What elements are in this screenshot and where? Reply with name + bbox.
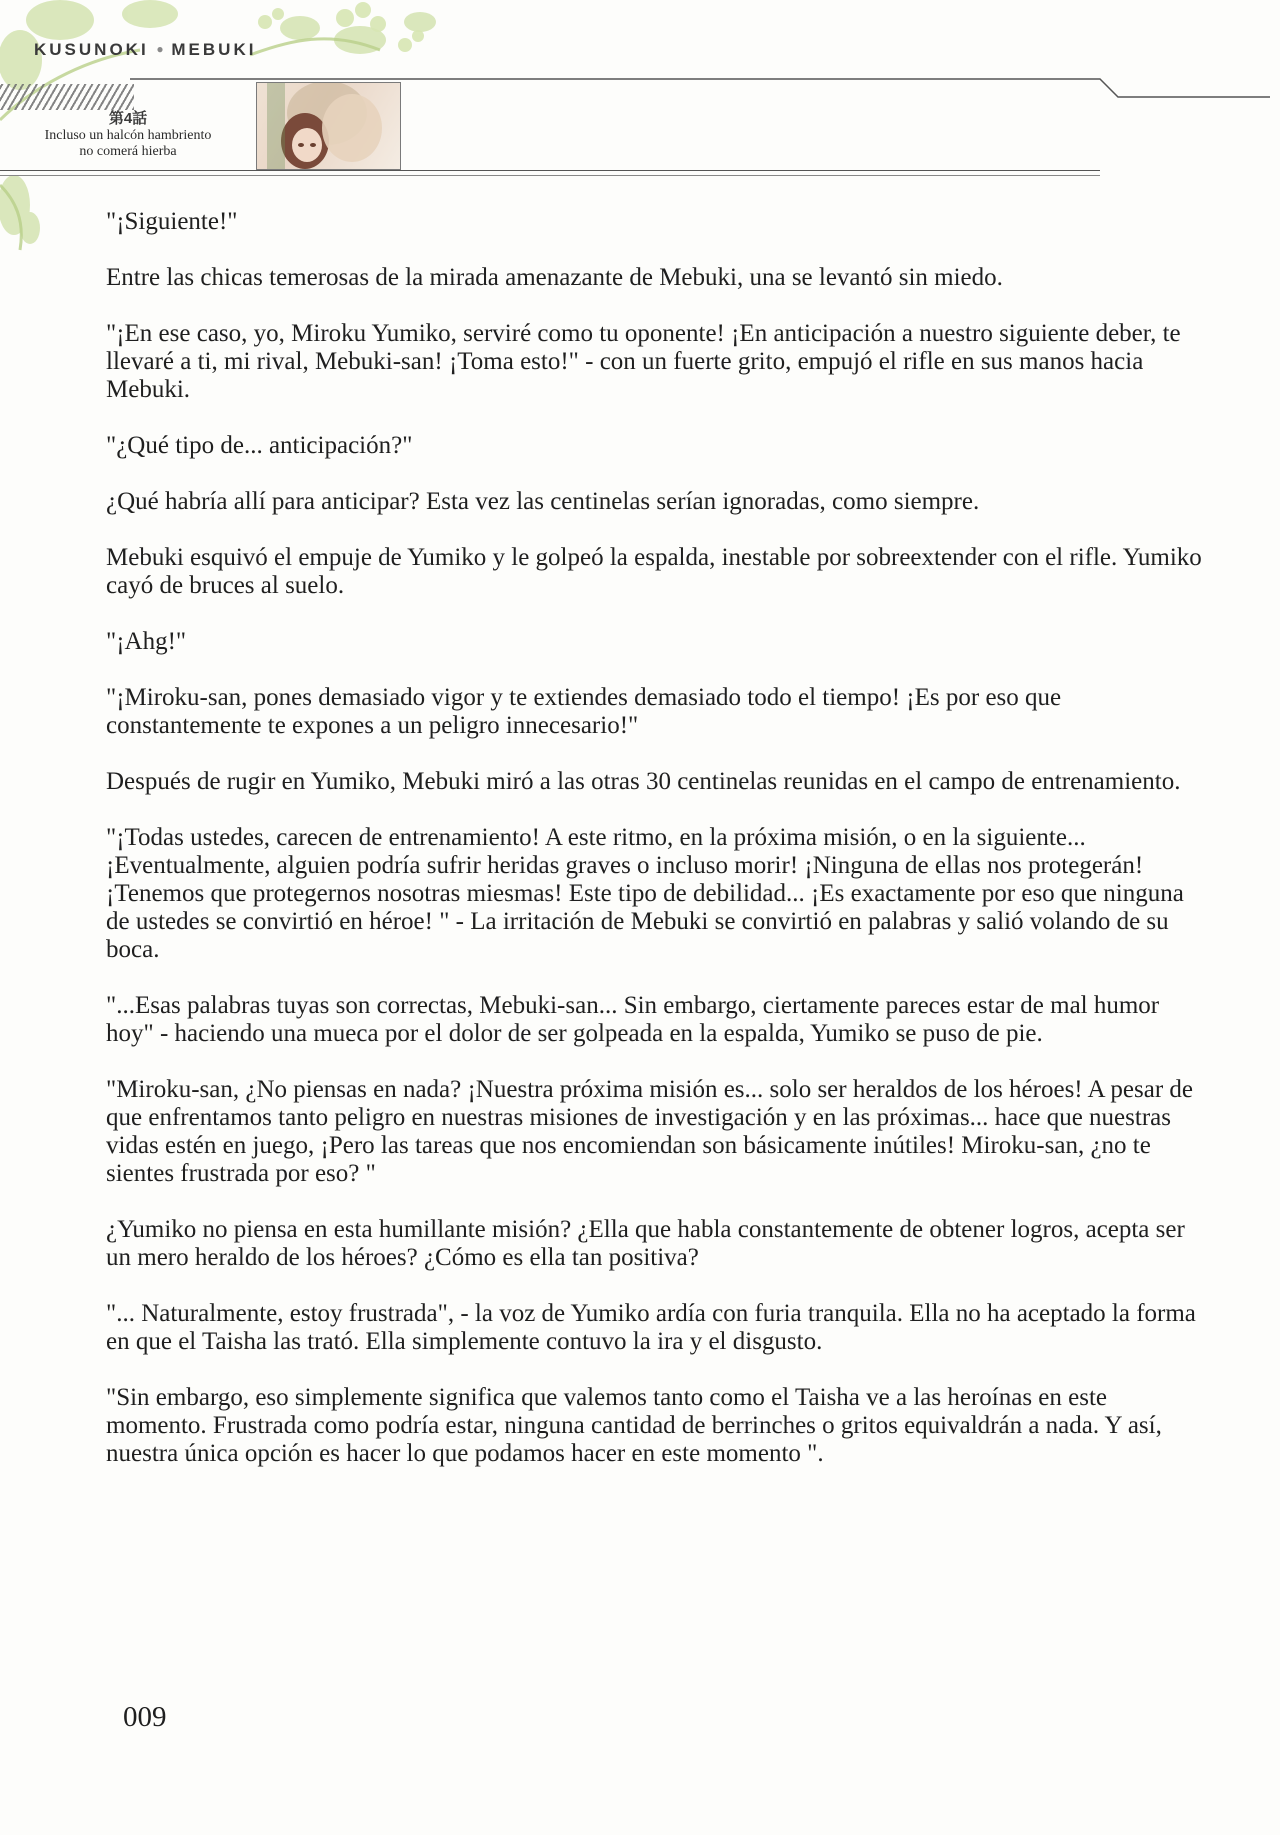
paragraph: Mebuki esquivó el empuje de Yumiko y le golpeó la espalda, inestable por sobreextender con el rifle. Yumiko cayó de bruces al suelo. [106,544,1202,599]
paragraph: "¡Miroku-san, pones demasiado vigor y te extiendes demasiado todo el tiempo! ¡Es por eso que constantemente te expones a un peligro innecesario!" [106,684,1062,739]
header-rule-bottom [0,170,1100,171]
paragraph: "¡Ahg!" [106,628,187,655]
chapter-number: 第4話 [108,110,148,127]
paragraph: "... Naturalmente, estoy frustrada", - la voz de Yumiko ardía con furia tranquila. Ella no ha aceptado la forma en que el Taisha las trató. Ella simplemente contuvo la ira y el disgusto. [106,1300,1196,1355]
chapter-subtitle-line2: no comerá hierba [79,144,177,159]
paragraph: "¡Siguiente!" [106,208,238,235]
header-rule-slant [0,0,1280,110]
paragraph: "Miroku-san, ¿No piensas en nada? ¡Nuestra próxima misión es... solo ser heraldos de los héroes! A pesar de que enfrentamos tanto peligro en nuestras misiones de investigación y en las próximas... hace que nuestras vidas estén en juego, ¡Pero las tareas que nos encomiendan son básicamente inútiles! Miroku-san, ¿no te sientes frustrada por eso? " [106,1076,1194,1187]
paragraph: "¿Qué tipo de... anticipación?" [106,432,413,459]
series-title-dot-icon: ● [156,42,164,56]
body-text [106,208,1204,1496]
paragraph: ¿Qué habría allí para anticipar? Esta vez las centinelas serían ignoradas, como siempre. [106,488,980,515]
paragraph: "¡En ese caso, yo, Miroku Yumiko, serviré como tu oponente! ¡En anticipación a nuestro siguiente deber, te llevaré a ti, mi rival, Mebuki-san! ¡Toma esto!" - con un fuerte grito, empujó el rifle en sus manos hacia Mebuki. [106,320,1181,403]
paragraph: "...Esas palabras tuyas son correctas, Mebuki-san... Sin embargo, ciertamente pareces estar de mal humor hoy" - haciendo una mueca por el dolor de ser golpeada en la espalda, Yumiko se puso de pie. [106,992,1160,1047]
chapter-illustration-thumbnail [256,82,401,170]
chapter-subtitle-line1: Incluso un halcón hambriento [44,128,212,143]
paragraph: Entre las chicas temerosas de la mirada amenazante de Mebuki, una se levantó sin miedo. [106,264,1003,291]
paragraph: "¡Todas ustedes, carecen de entrenamiento! A este ritmo, en la próxima misión, o en la siguiente... ¡Eventualmente, alguien podría sufrir heridas graves o incluso morir! ¡Ninguna de ellas nos protegerán! ¡Tenemos que protegernos nosotras miesmas! Este tipo de debilidad... ¡Es exactamente por eso que ninguna de ustedes se convirtió en héroe! " - La irritación de Mebuki se convirtió en palabras y salió volando de su boca. [106,824,1184,963]
paragraph: "Sin embargo, eso simplemente significa que valemos tanto como el Taisha ve a las heroínas en este momento. Frustrada como podría estar, ninguna cantidad de berrinches o gritos equivaldrán a nada. Y así, nuestra única opción es hacer lo que podamos hacer en este momento ". [106,1384,1162,1467]
page-number: 009 [123,1701,167,1733]
paragraph: Después de rugir en Yumiko, Mebuki miró a las otras 30 centinelas reunidas en el campo de entrenamiento. [106,768,1181,795]
series-title-right: MEBUKI [171,40,257,59]
header-rule-bottom-secondary [0,175,1100,176]
series-title-left: KUSUNOKI [34,40,149,59]
paragraph: ¿Yumiko no piensa en esta humillante misión? ¿Ella que habla constantemente de obtener logros, acepta ser un mero heraldo de los héroes? ¿Cómo es ella tan positiva? [106,1216,1185,1271]
chapter-heading [0,110,256,170]
